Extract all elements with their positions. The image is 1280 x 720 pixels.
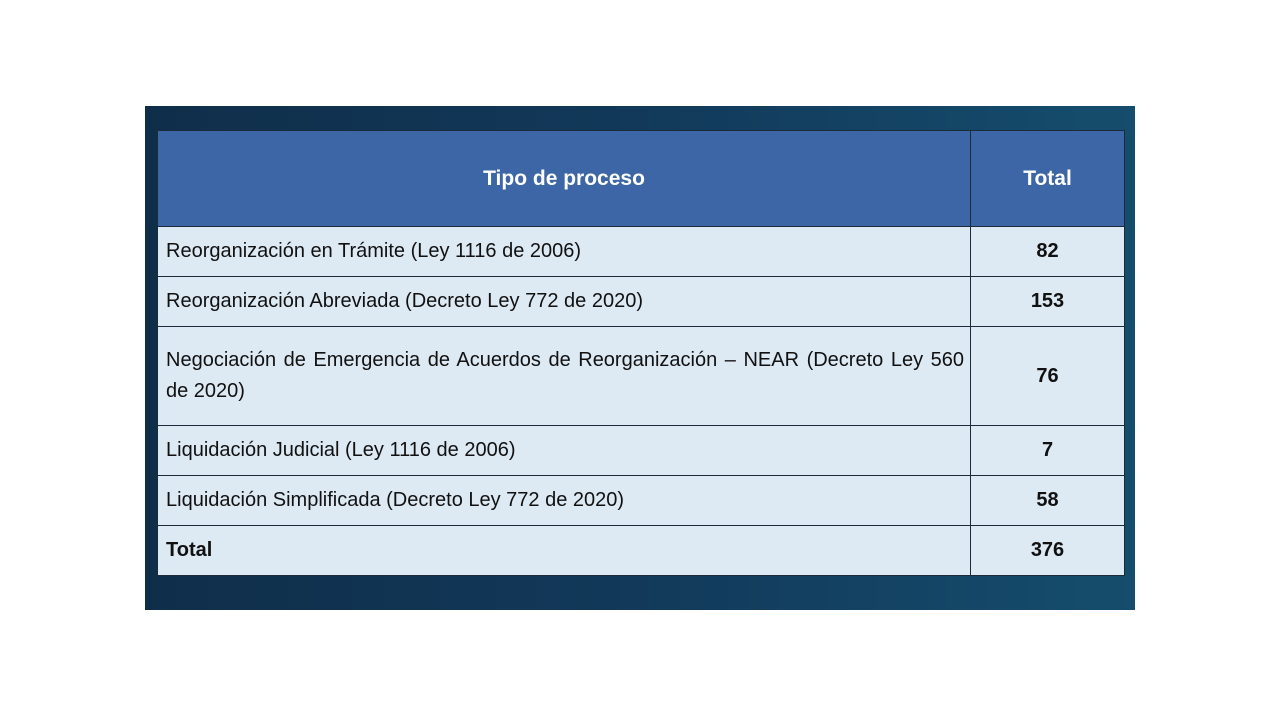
row-label: Reorganización Abreviada (Decreto Ley 772 de 2020) <box>158 277 971 327</box>
row-label: Reorganización en Trámite (Ley 1116 de 2006) <box>158 227 971 277</box>
row-total: 153 <box>971 277 1125 327</box>
table-row <box>158 426 1125 476</box>
table-header-row <box>158 131 1125 227</box>
column-header-total: Total <box>971 131 1125 227</box>
total-value: 376 <box>971 526 1125 576</box>
process-table <box>157 130 1125 576</box>
row-label: Liquidación Judicial (Ley 1116 de 2006) <box>158 426 971 476</box>
table-row <box>158 227 1125 277</box>
table-row <box>158 277 1125 327</box>
row-total: 82 <box>971 227 1125 277</box>
row-total: 7 <box>971 426 1125 476</box>
row-total: 76 <box>971 327 1125 426</box>
table-row <box>158 327 1125 426</box>
total-row <box>158 526 1125 576</box>
row-label: Liquidación Simplificada (Decreto Ley 772 de 2020) <box>158 476 971 526</box>
row-total: 58 <box>971 476 1125 526</box>
slide-panel <box>145 106 1135 610</box>
column-header-tipo: Tipo de proceso <box>158 131 971 227</box>
total-label: Total <box>158 526 971 576</box>
table-row <box>158 476 1125 526</box>
row-label: Negociación de Emergencia de Acuerdos de Reorganización – NEAR (Decreto Ley 560 de 2020) <box>158 327 971 426</box>
